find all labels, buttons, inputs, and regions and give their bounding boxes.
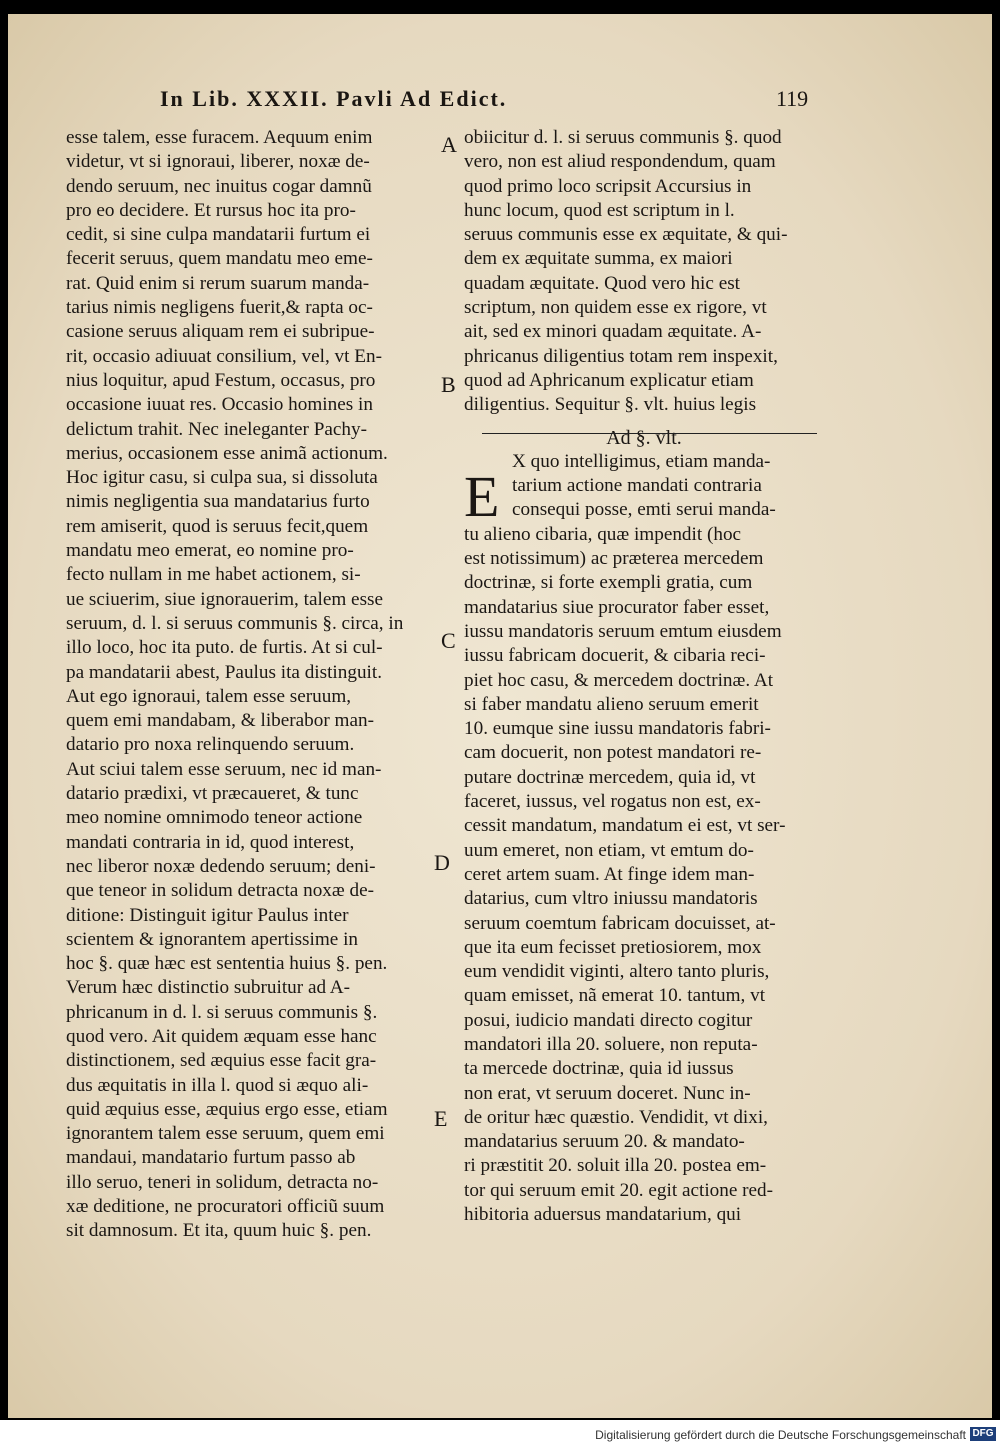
text-line: cam docuerit, non potest mandatori re- [464, 742, 762, 764]
text-line: illo loco, hoc ita puto. de furtis. At si cul- [66, 637, 383, 659]
text-line: si faber mandatu alieno seruum emerit [464, 693, 759, 715]
text-line: non erat, vt seruum doceret. Nunc in- [464, 1082, 751, 1104]
margin-letter-e: E [434, 1106, 448, 1131]
text-line: posui, iudicio mandati directo cogitur [464, 1009, 753, 1031]
text-line: consequi posse, emti serui manda- [512, 499, 776, 521]
text-line: X quo intelligimus, etiam manda- [512, 450, 771, 472]
text-line: cedit, si sine culpa mandatarii furtum ei [66, 224, 371, 246]
text-line: nimis negligentia sua mandatarius furto [66, 491, 370, 513]
text-line: mandatori illa 20. soluere, non reputa- [464, 1033, 758, 1055]
text-line: que ita eum fecisset pretiosiorem, mox [464, 936, 762, 958]
text-line: faceret, iussus, vel rogatus non est, ex- [464, 791, 761, 813]
text-line: hoc §. quæ hæc est sententia huius §. pen. [66, 953, 388, 975]
text-line: mandatarius seruum 20. & mandato- [464, 1131, 745, 1153]
text-line: quid æquius esse, æquius ergo esse, etiam [66, 1098, 388, 1120]
text-line: de oritur hæc quæstio. Vendidit, vt dixi, [464, 1106, 768, 1128]
text-line: fecto nullam in me habet actionem, si- [66, 564, 361, 586]
text-line: rat. Quid enim si rerum suarum manda- [66, 272, 370, 294]
text-line: uum emeret, non etiam, vt emtum do- [464, 839, 754, 861]
margin-letter-c: C [441, 628, 456, 653]
text-line: merius, occasionem esse animã actionum. [66, 442, 388, 464]
text-line: datarius, cum vltro iniussu mandatoris [464, 888, 758, 910]
section-heading: Ad §. vlt. [606, 426, 682, 449]
text-line: ditione: Distinguit igitur Paulus inter [66, 904, 349, 926]
text-line: tu alieno cibaria, quæ impendit (hoc [464, 523, 742, 545]
right-column [464, 126, 824, 1227]
text-line: Verum hæc distinctio subruitur ad A- [66, 977, 351, 999]
margin-letter-a: A [441, 132, 457, 157]
text-line: est notissimum) ac præterea mercedem [464, 548, 764, 570]
text-line: quam emisset, nã emerat 10. tantum, vt [464, 985, 766, 1007]
left-column [66, 126, 436, 1244]
text-line: fecerit seruus, quem mandatu meo eme- [66, 248, 373, 270]
text-line: meo nomine omnimodo teneor actione [66, 807, 363, 829]
running-title: In Lib. XXXII. Pavli Ad Edict. [160, 86, 508, 111]
text-line: nec liberor noxæ dedendo seruum; deni- [66, 855, 376, 877]
text-line: mandatu meo emerat, eo nomine pro- [66, 540, 354, 562]
text-line: pa mandatarii abest, Paulus ita distinguit. [66, 661, 383, 683]
text-line: diligentius. Sequitur §. vlt. huius legis [464, 394, 757, 416]
text-line: illo seruo, teneri in solidum, detracta no- [66, 1171, 379, 1193]
text-line: obiicitur d. l. si seruus communis §. quod [464, 127, 782, 148]
text-line: phricanus diligentius totam rem inspexit, [464, 345, 778, 367]
text-line: seruum coemtum fabricam docuisset, at- [464, 912, 776, 934]
text-line: vero, non est aliud respondendum, quam [464, 151, 776, 173]
text-line: ceret artem suam. At finge idem man- [464, 863, 755, 885]
text-line: sit damnosum. Et ita, quum huic §. pen. [66, 1220, 372, 1242]
section-rule [482, 433, 817, 434]
text-line: ta mercede doctrinæ, quia id iussus [464, 1058, 734, 1080]
text-line: dem ex æquitate summa, ex maiori [464, 248, 733, 270]
text-line: rit, occasio adiuuat consilium, vel, vt En- [66, 345, 382, 367]
text-line: tarius nimis negligens fuerit,& rapta oc- [66, 297, 373, 319]
text-line: mandati contraria in id, quod interest, [66, 831, 355, 853]
text-line: casione seruus aliquam rem ei subripue- [66, 321, 375, 343]
text-line: hibitoria aduersus mandatarium, qui [464, 1204, 742, 1226]
text-line: Aut ego ignoraui, talem esse seruum, [66, 685, 352, 707]
text-line: piet hoc casu, & mercedem doctrinæ. At [464, 669, 774, 691]
text-line: dendo seruum, nec inuitus cogar damnũ [66, 175, 372, 197]
dfg-logo: DFG [970, 1427, 996, 1441]
text-line: 10. eumque sine iussu mandatoris fabri- [464, 718, 771, 740]
spacer [464, 418, 824, 426]
text-line: xæ deditione, ne procuratori officiũ suum [66, 1196, 385, 1218]
text-line: ue sciuerim, siue ignorauerim, talem esse [66, 588, 384, 610]
text-line: seruus communis esse ex æquitate, & qui- [464, 224, 788, 246]
text-line: quadam æquitate. Quod vero hic est [464, 272, 741, 294]
margin-letter-b: B [441, 372, 456, 397]
text-line: mandaui, mandatario furtum passo ab [66, 1147, 356, 1169]
text-line: seruum, d. l. si seruus communis §. circa, in [66, 612, 404, 634]
text-line: quem emi mandabam, & liberabor man- [66, 710, 374, 732]
text-line: pro eo decidere. Et rursus hoc ita pro- [66, 199, 356, 221]
text-line: doctrinæ, si forte exempli gratia, cum [464, 572, 753, 594]
text-line: rem amiserit, quod is seruus fecit,quem [66, 515, 369, 537]
text-line: cessit mandatum, mandatum ei est, vt ser- [464, 815, 786, 837]
page-number: 119 [776, 86, 809, 111]
text-line: quod ad Aphricanum explicatur etiam [464, 369, 754, 391]
text-line: ignorantem talem esse seruum, quem emi [66, 1123, 385, 1145]
text-line: datario prædixi, vt præcaueret, & tunc [66, 783, 359, 805]
text-line: datario pro noxa relinquendo seruum. [66, 734, 355, 756]
text-line: dus æquitatis in illa l. quod si æquo ali- [66, 1074, 369, 1096]
text-line: eum vendidit viginti, altero tanto pluris, [464, 961, 770, 983]
text-line: mandatarius siue procurator faber esset, [464, 596, 770, 618]
text-line: Hoc igitur casu, si culpa sua, si dissoluta [66, 467, 378, 489]
text-line: videtur, vt si ignoraui, liberer, noxæ de- [66, 151, 370, 173]
text-line: distinctionem, sed æquius esse facit gra- [66, 1050, 377, 1072]
text-line: tarium actione mandati contraria [512, 475, 762, 497]
text-line: esse talem, esse furacem. Aequum enim [66, 127, 373, 148]
text-line: hunc locum, quod est scriptum in l. [464, 199, 735, 221]
drop-cap: E [464, 464, 500, 529]
margin-letter-d: D [434, 850, 450, 875]
text-line: putare doctrinæ mercedem, quia id, vt [464, 766, 756, 788]
text-line: que teneor in solidum detracta noxæ de- [66, 880, 374, 902]
text-line: Aut sciui talem esse seruum, nec id man- [66, 758, 382, 780]
text-line: iussu mandatoris seruum emtum eiusdem [464, 620, 782, 642]
text-line: quod primo loco scripsit Accursius in [464, 175, 752, 197]
text-line: quod vero. Ait quidem æquam esse hanc [66, 1025, 377, 1047]
text-line: scientem & ignorantem apertissime in [66, 928, 359, 950]
text-line: occasione iuuat res. Occasio homines in [66, 394, 373, 416]
text-line: tor qui seruum emit 20. egit actione red- [464, 1179, 774, 1201]
text-line: phricanum in d. l. si seruus communis §. [66, 1001, 378, 1023]
text-line: ait, sed ex minori quadam æquitate. A- [464, 321, 762, 343]
text-line: iussu fabricam docuerit, & cibaria reci- [464, 645, 766, 667]
footer-credit: Digitalisierung gefördert durch die Deutsche Forschungsgemeinschaft [595, 1428, 966, 1442]
text-line: scriptum, non quidem esse ex rigore, vt [464, 297, 767, 319]
text-line: delictum trahit. Nec ineleganter Pachy- [66, 418, 368, 440]
text-line: ri præstitit 20. soluit illa 20. postea em- [464, 1155, 767, 1177]
text-line: nius loquitur, apud Festum, occasus, pro [66, 369, 376, 391]
